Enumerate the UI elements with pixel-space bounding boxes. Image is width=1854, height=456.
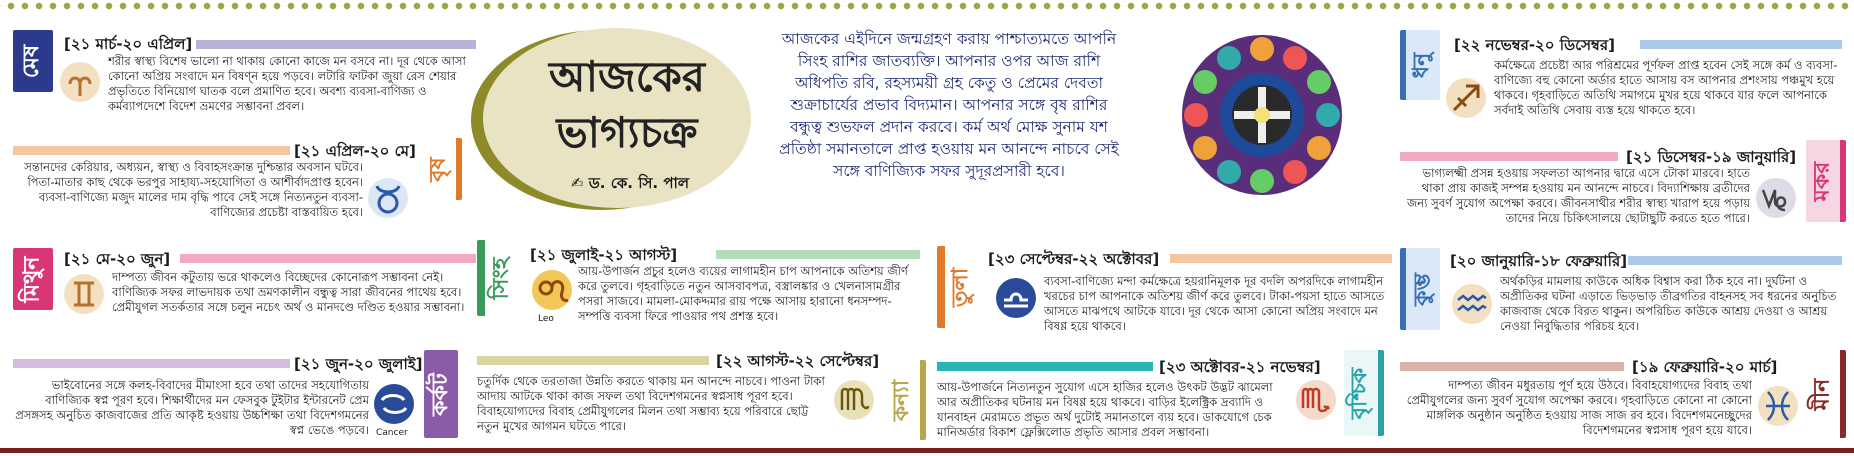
aquarius-icon (1450, 282, 1494, 326)
sign-label-kumbha: কুম্ভ (1400, 248, 1440, 330)
sign-date-makar: [২১ ডিসেম্বর-১৯ জানুয়ারি] (1622, 146, 1800, 171)
sign-bar-tula (1170, 254, 1392, 263)
sign-bar-brish (13, 146, 293, 155)
sign-text-mithun: দাম্পত্য জীবন কটুতায় ভরে থাকলেও বিচ্ছেদের কোনোরূপ সম্ভাবনা নেই। বাণিজ্যিক সফর লাভদায়ক তথা ভ্রমণকালীন বন্ধুত্ব সারা জীবনের পাথেয় হবে। প্রেমীযুগল সতর্কতার সঙ্গে চলুন নচেৎ অর্থ ও মানদণ্ডে দণ্ডিত হওয়ার সম্ভাবনা। (112, 270, 465, 314)
sign-text-kanya: চতুর্দিক থেকে তরতাজা উন্নতি করতে থাকায় মন আনন্দে নাচবে। পাওনা টাকা আদায় আটকে থাকা কাজ সফল তথা বিদেশগমনের স্বপ্নসাধ পূরণ হবে। বিবাহযোগ্যদের বিবাহ প্রেমীযুগলের মিলন তথা সম্ভাব্য হয়ে পরিবারে ছোট্ট নতুন মুখের আগমন ঘটতে পারে। (477, 374, 825, 433)
sign-text-makar: ভাগ্যলক্ষ্মী প্রসন্ন হওয়ায় সফলতা আপনার দ্বারে এসে টোকা মারবে। হাতে থাকা প্রায় কাজই সম্পন্ন হওয়ায় মন আনন্দে নাচবে। বিদ্যাশিক্ষায় ব্রতীদের জন্য সুবর্ণ সুযোগ অপেক্ষা করবে। জীবনসাথীর শরীর স্বাস্থ্য খারাপ হয়ে পড়ায় তাদের নিয়ে চিকিৎসালয়ে ছোটাছুটি করতে হতে পারে। (1406, 166, 1750, 225)
sign-text-tula: ব্যবসা-বাণিজ্যে মন্দা কর্মক্ষেত্রে হয়রানিমূলক দূর বদলি অপরদিকে লাগামহীন খরচের চাপ আপনাকে অতিশয় জীর্ণ করে তুলবে। টাকা-পয়সা হাতে আসতে আসতে মাঝপথে আটকে যাবে। দূর থেকে আসা কোনো অপ্রিয় সংবাদে মন বিষণ্ণ হয়ে থাকবে। (1044, 274, 1385, 333)
sign-label-singha: সিংহ (477, 240, 519, 316)
sign-date-kanya: [২২ আগস্ট-২২ সেপ্টেম্বর] (712, 350, 883, 375)
sign-date-tula: [২৩ সেপ্টেম্বর-২২ অক্টোবর] (984, 248, 1163, 273)
sign-label-mithun: মিথুন (13, 248, 53, 310)
sign-text-singha: আয়-উপার্জন প্রচুর হলেও ব্যয়ের লাগামহীন চাপ আপনাকে অতিশয় জীর্ণ করে তুলবে। গৃহবাড়িতে নতুন আসবাবপত্র, বস্ত্রালঙ্কার ও খেলনাসামগ্রীর পসরা সাজবে। মামলা-মোকদ্দমার রায় পক্ষে আসায় হারানো ধনসম্পদ-সম্পত্তি ব্যবসা ফিরে পাওয়ার পথ প্রশস্ত হবে। (578, 264, 908, 323)
sign-bar-meen (1400, 362, 1624, 371)
sign-bar-dhanu (1640, 40, 1842, 49)
sign-date-meen: [১৯ ফেব্রুয়ারি-২০ মার্চ] (1628, 356, 1781, 381)
sign-text-dhanu: কর্মক্ষেত্রে প্রচেষ্টা আর পরিশ্রমের পূর্ণফল প্রাপ্ত হবেন সেই সঙ্গে কর্ম ও ব্যবসা-বাণিজ্যে বহু কোনো অর্ডার হাতে আসায় বস আপনার প্রশংসায় পঞ্চমুখ হয়ে থাকবে। গৃহবাড়িতে অতিথি সমাগমে মুখর হয়ে থাকবে যার ফলে আপনাকে সর্বদাই অতিথি সেবায় ব্যস্ত হয়ে থাকতে হবে। (1494, 58, 1838, 117)
sign-label-kanya: কন্যা (886, 360, 926, 440)
leo-icon (530, 268, 574, 312)
sign-bar-makar (1400, 152, 1618, 161)
sign-date-mithun: [২১ মে-২০ জুন] (60, 248, 174, 273)
virgo-icon (832, 378, 876, 422)
author: ✍ ড. কে. সি. পাল (570, 174, 690, 192)
page-title-line2: ভাগ্যচক্র (556, 108, 698, 157)
sign-label-tula: তুলা (937, 246, 979, 328)
sign-date-brish: [২১ এপ্রিল-২০ মে] (290, 140, 420, 165)
sign-date-singha: [২১ জুলাই-২১ আগস্ট] (526, 244, 681, 269)
sign-label-mesh: মেষ (13, 30, 53, 92)
cancer-icon (372, 382, 416, 426)
sign-label-brishchik: বৃশ্চিক (1344, 350, 1384, 436)
pisces-icon (1756, 384, 1800, 428)
page-title-line1: আজকের (549, 52, 705, 101)
sign-label-karkat: কর্কট (424, 350, 458, 438)
intro-paragraph: আজকের এইদিনে জন্মগ্রহণ করায় পাশ্চাত্যমতে আপনি সিংহ রাশির জাতব্যক্তি। আপনার ওপর আজ রাশি অধিপতি রবি, রহস্যময়ী গ্রহ কেতু ও প্রেমের দেবতা শুক্রাচার্যের প্রভাব বিদ্যমান। আপনার সঙ্গে বৃষ রাশির বন্ধুত্ব শুভফল প্রদান করবে। কর্ম অর্থ মোক্ষ সুনাম যশ প্রতিষ্ঠা সমানতালে প্রাপ্ত হওয়ায় মন আনন্দে নাচবে সেই সঙ্গে বাণিজ্যিক সফর সুদূরপ্রসারী হবে। (779, 30, 1119, 180)
sign-label-meen: মীন (1806, 350, 1846, 438)
capricorn-icon (1754, 176, 1798, 220)
sign-label-brish: বৃষ (422, 138, 462, 200)
sign-bar-singha (716, 250, 920, 259)
sign-date-kumbha: [২০ জানুয়ারি-১৮ ফেব্রুয়ারি] (1446, 250, 1631, 275)
sign-text-meen: দাম্পত্য জীবন মধুরতায় পূর্ণ হয়ে উঠবে। বিবাহযোগ্যদের বিবাহ তথা প্রেমীযুগলের জন্য সুবর্ণ সুযোগ অপেক্ষা করবে। গৃহবাড়িতে কোনো না কোনো মাঙ্গলিক অনুষ্ঠান অনুষ্ঠিত হওয়ায় সাজ সাজ রব হবে। বিদেশগমনেচ্ছুদের বিদেশগমনের স্বপ্নসাধ পূরণ হয়ে যাবে। (1406, 378, 1752, 437)
scorpio-icon (1294, 378, 1338, 422)
sign-date-dhanu: [২২ নভেম্বর-২০ ডিসেম্বর] (1450, 34, 1619, 59)
gemini-icon (62, 272, 106, 316)
sign-bar-kumbha (1628, 256, 1842, 265)
top-dotted-border (0, 0, 1854, 12)
sign-label-makar: মকর (1806, 140, 1846, 222)
sign-date-mesh: [২১ মার্চ-২০ এপ্রিল] (60, 33, 196, 58)
sign-text-brish: সন্তানদের কেরিয়ার, অধ্যয়ন, স্বাস্থ্য ও বিবাহসংক্রান্ত দুশ্চিন্তার অবসান ঘটবে। পিতা-মাতার কাছ থেকে ভরপুর সাহায্য-সহযোগিতা ও আশীর্বাদপ্রাপ্ত হবেন। ব্যবসা-বাণিজ্যে মজুদ মালের দাম বৃদ্ধি পাবে সেই সঙ্গে নিত্যনতুন ব্যবসা-বাণিজ্যের প্রচেষ্টা বাস্তবায়িত হবে। (24, 160, 363, 219)
sign-label-dhanu: ধনু (1400, 30, 1440, 100)
libra-icon (994, 276, 1038, 320)
sign-bar-mesh (190, 40, 476, 49)
sign-date-brishchik: [২৩ অক্টোবর-২১ নভেম্বর] (1155, 356, 1325, 381)
bottom-border (0, 448, 1854, 453)
sign-bar-mithun (180, 254, 476, 263)
sign-text-karkat: ভাইবোনের সঙ্গে কলহ-বিবাদের মীমাংসা হবে তথা তাদের সহযোগিতায় বাণিজ্যিক স্বপ্ন পূরণ হবে। শিক্ষার্থীদের মন ফেসবুক টুইটার ইন্টারনেট প্রেম প্রসঙ্গসহ অনুচিত কাজবাজের প্রতি আকৃষ্ট হওয়ায় উচ্চশিক্ষা তথা বিদেশগমনের স্বপ্ন ভেঙে পড়বে। (15, 378, 369, 437)
aries-icon (58, 60, 102, 104)
sign-bar-karkat (13, 359, 296, 368)
zodiac-wheel-icon (1177, 30, 1347, 200)
leo-caption: Leo (538, 314, 554, 324)
sign-text-kumbha: অর্থকড়ির মামলায় কাউকে অধিক বিশ্বাস করা ঠিক হবে না। দুর্ঘটনা ও অপ্রীতিকর ঘটনা এড়াতে ভিড়ভাড় তীব্রগতির বাহনসহ সব ধরনের অনুচিত কাজবাজ থেকে বিরত থাকুন। অপরিচিত কাউকে আশ্রয় দেওয়া ও আশ্রয় নেওয়া নিবুদ্ধিতার পরিচয় হবে। (1500, 274, 1837, 333)
sagittarius-icon (1444, 76, 1488, 120)
taurus-icon (366, 176, 410, 220)
sign-text-brishchik: আয়-উপার্জনে নিত্যনতুন সুযোগ এসে হাজির হলেও উৎকট উদ্ভট ঝামেলা আর অপ্রীতিকর ঘটনায় মন বিষণ্ণ হয়ে থাকবে। বাড়ির ইলেক্ট্রিক দ্রব্যাদি ও যানবাহন মেরামতে প্রভূত অর্থ দুটোই সমানতালে ব্যয় হবে। ডাকযোগে চেক মানিঅর্ডার বিকাশ ফ্লেক্সিলোড প্রভৃতি আসার প্রবল সম্ভাবনা। (937, 380, 1273, 439)
sign-bar-kanya (477, 356, 709, 365)
cancer-caption: Cancer (376, 428, 408, 438)
sign-text-mesh: শরীর স্বাস্থ্য বিশেষ ভালো না থাকায় কোনো কাজে মন বসবে না। দূর থেকে আসা কোনো অপ্রিয় সংবাদে মন বিষণ্ন হয়ে পড়বে। লটারি ফাটকা জুয়া রেস শেয়ার প্রভৃতিতে বিনিয়োগ ঘাতক বলে প্রমাণিত হবে। অবশ্য ব্যবসা-বাণিজ্য ও কর্মব্যাপদেশে বিদেশ ভ্রমণের সম্ভাবনা প্রবল। (108, 54, 466, 113)
sign-bar-brishchik (937, 362, 1153, 371)
sign-date-karkat: [২১ জুন-২০ জুলাই] (290, 353, 427, 378)
